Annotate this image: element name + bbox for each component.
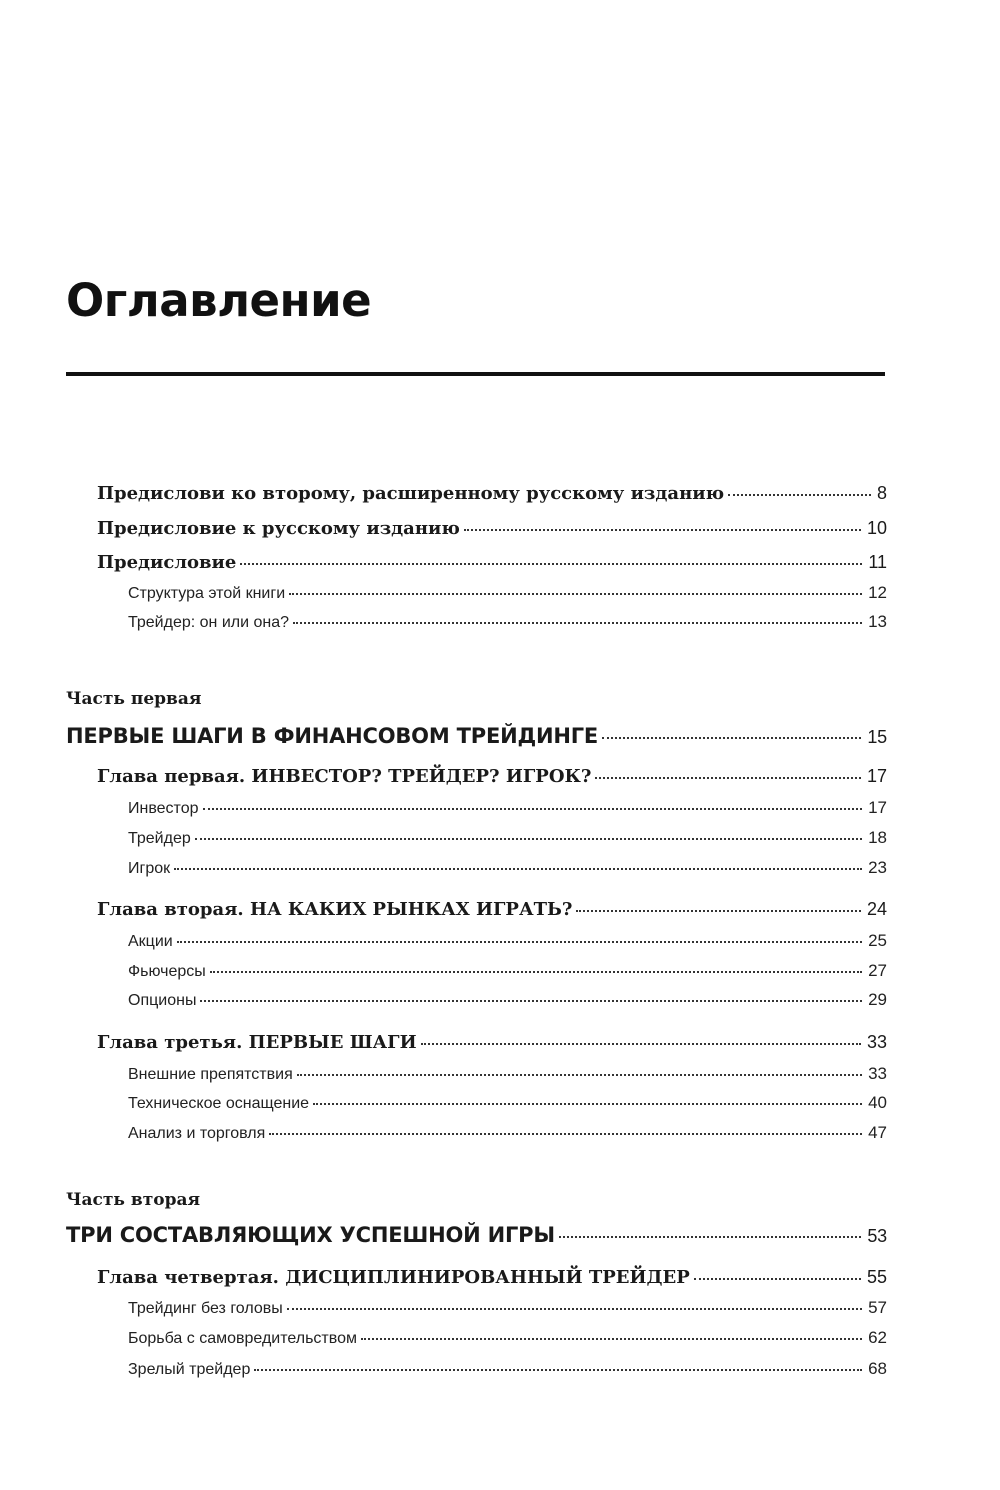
dot-leader	[195, 827, 862, 843]
toc-entry-label: Предисловие	[97, 552, 237, 573]
toc-chapter-label: Глава четвертая. ДИСЦИПЛИНИРОВАННЫЙ ТРЕЙДЕР	[97, 1267, 690, 1288]
toc-subentry[interactable]	[128, 611, 887, 632]
dot-leader	[293, 611, 862, 627]
dot-leader	[200, 989, 862, 1005]
toc-subentry-label: Зрелый трейдер	[128, 1361, 251, 1378]
toc-entry[interactable]	[97, 516, 887, 539]
toc-chapter-entry[interactable]	[97, 1030, 887, 1053]
toc-subentry[interactable]	[128, 989, 887, 1010]
page-title: Оглавление	[66, 274, 372, 327]
toc-subentry[interactable]	[128, 857, 887, 878]
toc-page-number: 10	[866, 518, 887, 538]
toc-subentry[interactable]	[128, 1063, 887, 1084]
toc-part-title: ПЕРВЫЕ ШАГИ В ФИНАНСОВОМ ТРЕЙДИНГЕ	[66, 724, 599, 748]
dot-leader	[576, 897, 861, 915]
toc-chapter-label: Глава первая. ИНВЕСТОР? ТРЕЙДЕР? ИГРОК?	[97, 766, 592, 787]
toc-entry-label: Предисловие к русскому изданию	[97, 518, 460, 539]
toc-subentry[interactable]	[128, 1092, 887, 1113]
toc-entry[interactable]	[97, 550, 887, 573]
toc-page-number: 55	[866, 1267, 887, 1287]
toc-page-number: 17	[868, 798, 887, 817]
dot-leader	[559, 1221, 861, 1242]
dot-leader	[464, 516, 861, 534]
toc-page-number: 40	[868, 1093, 887, 1112]
toc-subentry[interactable]	[128, 1327, 887, 1348]
dot-leader	[602, 722, 861, 743]
toc-subentry-label: Анализ и торговля	[128, 1125, 266, 1142]
dot-leader	[269, 1122, 862, 1138]
dot-leader	[210, 960, 862, 976]
toc-subentry[interactable]	[128, 1358, 887, 1379]
toc-page-number: 8	[876, 483, 887, 503]
toc-page-number: 13	[868, 612, 887, 631]
toc-page-number: 25	[868, 931, 887, 950]
dot-leader	[361, 1327, 862, 1343]
toc-page-number: 24	[866, 899, 887, 919]
toc-subentry-label: Трейдинг без головы	[128, 1300, 283, 1317]
dot-leader	[297, 1063, 862, 1079]
toc-chapter-entry[interactable]	[97, 1265, 887, 1288]
dot-leader	[254, 1358, 862, 1374]
toc-part-title: ТРИ СОСТАВЛЯЮЩИХ УСПЕШНОЙ ИГРЫ	[66, 1223, 555, 1247]
part-label: Часть первая	[66, 689, 202, 709]
toc-entry-label: Предислови ко второму, расширенному русскому изданию	[97, 483, 725, 504]
toc-subentry[interactable]	[128, 582, 887, 603]
toc-page-number: 18	[868, 828, 887, 847]
toc-subentry-label: Техническое оснащение	[128, 1095, 310, 1112]
toc-page-number: 53	[867, 1226, 887, 1246]
part-label: Часть вторая	[66, 1190, 201, 1210]
toc-subentry[interactable]	[128, 1297, 887, 1318]
toc-subentry[interactable]	[128, 960, 887, 981]
dot-leader	[289, 582, 862, 598]
dot-leader	[287, 1297, 862, 1313]
toc-chapter-entry[interactable]	[97, 897, 887, 920]
dot-leader	[203, 797, 863, 813]
toc-subentry-label: Фьючерсы	[128, 963, 206, 980]
dot-leader	[177, 930, 862, 946]
toc-subentry-label: Внешние препятствия	[128, 1066, 293, 1083]
toc-page-number: 57	[868, 1298, 887, 1317]
toc-page-number: 33	[868, 1064, 887, 1083]
dot-leader	[174, 857, 862, 873]
toc-part-entry[interactable]	[66, 1221, 887, 1247]
toc-page-number: 47	[868, 1123, 887, 1142]
toc-page-number: 29	[868, 990, 887, 1009]
toc-subentry-label: Акции	[128, 933, 173, 950]
toc-page-number: 11	[868, 552, 887, 572]
toc-subentry-label: Структура этой книги	[128, 585, 286, 602]
toc-subentry[interactable]	[128, 930, 887, 951]
toc-subentry[interactable]	[128, 797, 887, 818]
toc-subentry-label: Игрок	[128, 860, 171, 877]
toc-subentry-label: Борьба с самовредительством	[128, 1330, 357, 1347]
toc-entry[interactable]	[97, 481, 887, 504]
toc-chapter-label: Глава вторая. НА КАКИХ РЫНКАХ ИГРАТЬ?	[97, 899, 573, 920]
toc-page-number: 33	[866, 1032, 887, 1052]
dot-leader	[421, 1030, 861, 1048]
dot-leader	[694, 1265, 861, 1283]
toc-subentry-label: Трейдер: он или она?	[128, 614, 289, 631]
dot-leader	[728, 481, 871, 499]
toc-subentry[interactable]	[128, 827, 887, 848]
toc-subentry-label: Трейдер	[128, 830, 191, 847]
toc-part-entry[interactable]	[66, 722, 887, 748]
toc-chapter-entry[interactable]	[97, 764, 887, 787]
toc-page-number: 68	[868, 1359, 887, 1378]
toc-page-number: 23	[868, 858, 887, 877]
toc-subentry-label: Инвестор	[128, 800, 199, 817]
toc-page-number: 15	[867, 727, 887, 747]
dot-leader	[595, 764, 861, 782]
dot-leader	[313, 1092, 862, 1108]
toc-page-number: 27	[868, 961, 887, 980]
toc-subentry-label: Опционы	[128, 992, 197, 1009]
dot-leader	[240, 550, 862, 568]
toc-page-number: 62	[868, 1328, 887, 1347]
toc-subentry[interactable]	[128, 1122, 887, 1143]
toc-page-number: 17	[866, 766, 887, 786]
toc-page-number: 12	[868, 583, 887, 602]
toc-chapter-label: Глава третья. ПЕРВЫЕ ШАГИ	[97, 1032, 417, 1053]
